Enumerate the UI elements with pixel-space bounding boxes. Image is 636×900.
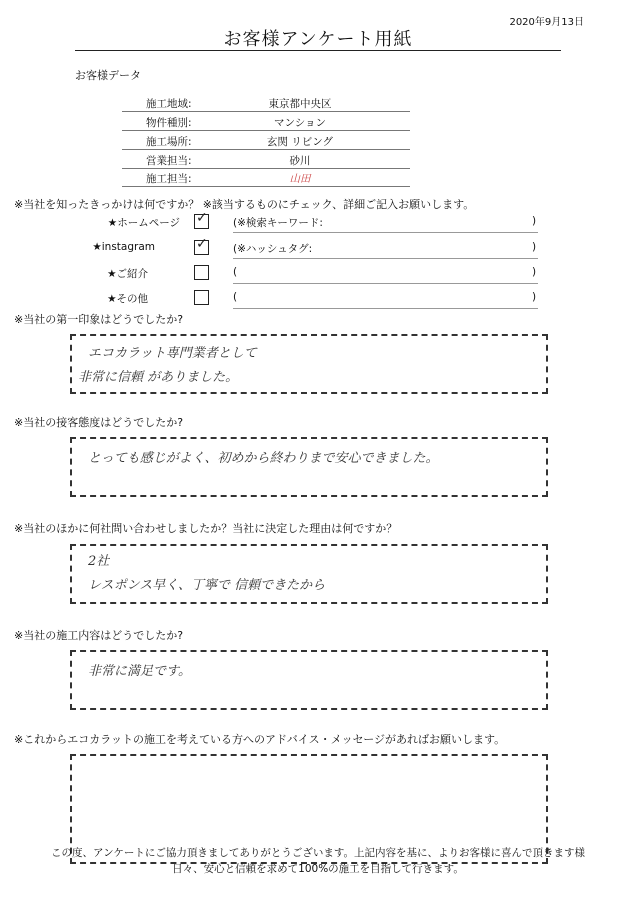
answer-box-work-quality[interactable]: [70, 650, 548, 710]
source-other-label: ★その他: [107, 293, 148, 305]
answer-first-impression-line2: 非常に信頼 がありました。: [78, 370, 239, 385]
check-mark-icon: ✓: [196, 236, 208, 252]
source-other-close: ): [532, 291, 537, 303]
source-referral-checkbox[interactable]: [194, 265, 209, 280]
customer-row-sales: [122, 150, 410, 169]
answer-work-quality: 非常に満足です。: [88, 664, 191, 679]
answer-box-first-impression[interactable]: [70, 334, 548, 394]
footer-message-line1: この度、アンケートにご協力頂きましてありがとうございます。上記内容を基に、よりお客様に喜んで頂きます様: [50, 847, 586, 859]
page-title: お客様アンケート用紙: [223, 29, 413, 50]
question-first-impression: ※当社の第一印象はどうでしたか?: [14, 313, 184, 326]
title-underline: [75, 50, 561, 51]
answer-box-service-attitude[interactable]: [70, 437, 548, 497]
customer-sales-label: 営業担当:: [146, 155, 192, 167]
source-other-line: [233, 308, 538, 309]
source-homepage-line: [233, 232, 538, 233]
source-instagram-line: [233, 258, 538, 259]
source-referral-close: ): [532, 266, 537, 278]
source-instagram-close: ): [532, 241, 537, 253]
answer-box-other-companies[interactable]: [70, 544, 548, 604]
source-other-detail: (: [233, 291, 238, 303]
answer-other-companies-line1: 2社: [88, 554, 110, 569]
answer-first-impression-line1: エコカラット専門業者として: [88, 346, 257, 361]
customer-installer-label: 施工担当:: [146, 173, 192, 185]
customer-installer-value: 山田: [289, 173, 311, 185]
source-referral-line: [233, 283, 538, 284]
survey-date: 2020年9月13日: [509, 17, 584, 28]
customer-row-installer: [122, 168, 410, 187]
answer-service-attitude: とっても感じがよく、初めから終わりまで安心できました。: [88, 451, 439, 466]
source-homepage-detail: (※検索キーワード:: [233, 217, 323, 229]
customer-sales-value: 砂川: [289, 155, 311, 167]
question-advice: ※これからエコカラットの施工を考えている方へのアドバイス・メッセージがあればお願いします。: [14, 733, 506, 746]
footer-message-line2: 日々、安心と信頼を求めて100%の施工を目指して行きます。: [172, 863, 464, 875]
customer-area-value: 東京都中央区: [268, 98, 332, 110]
customer-area-label: 施工地域:: [146, 98, 192, 110]
source-homepage-close: ): [532, 215, 537, 227]
check-mark-icon: ✓: [196, 210, 208, 226]
source-homepage-label: ★ホームページ: [107, 217, 180, 229]
question-work-quality: ※当社の施工内容はどうでしたか?: [14, 629, 184, 642]
customer-location-value: 玄関 リビング: [266, 136, 334, 148]
answer-other-companies-line2: レスポンス早く、丁寧で 信頼できたから: [88, 578, 326, 593]
source-instagram-detail: (※ハッシュタグ:: [233, 243, 313, 255]
customer-row-area: [122, 93, 410, 112]
customer-property-label: 物件種別:: [146, 117, 192, 129]
customer-property-value: マンション: [273, 117, 327, 129]
source-referral-label: ★ご紹介: [107, 268, 148, 280]
question-service-attitude: ※当社の接客態度はどうでしたか?: [14, 416, 184, 429]
source-other-checkbox[interactable]: [194, 290, 209, 305]
source-referral-detail: (: [233, 266, 238, 278]
customer-section-label: お客様データ: [75, 69, 141, 82]
customer-location-label: 施工場所:: [146, 136, 192, 148]
customer-row-location: [122, 131, 410, 150]
source-homepage-checkbox[interactable]: [194, 210, 209, 229]
source-instagram-label: ★instagram: [92, 241, 155, 253]
question-other-companies: ※当社のほかに何社問い合わせしましたか？当社に決定した理由は何ですか？: [14, 522, 398, 535]
source-instagram-checkbox[interactable]: [194, 236, 209, 255]
customer-row-property: [122, 112, 410, 131]
question-how-found: ※当社を知ったきっかけは何ですか？ ※該当するものにチェック、詳細ご記入お願いします。: [14, 198, 475, 211]
